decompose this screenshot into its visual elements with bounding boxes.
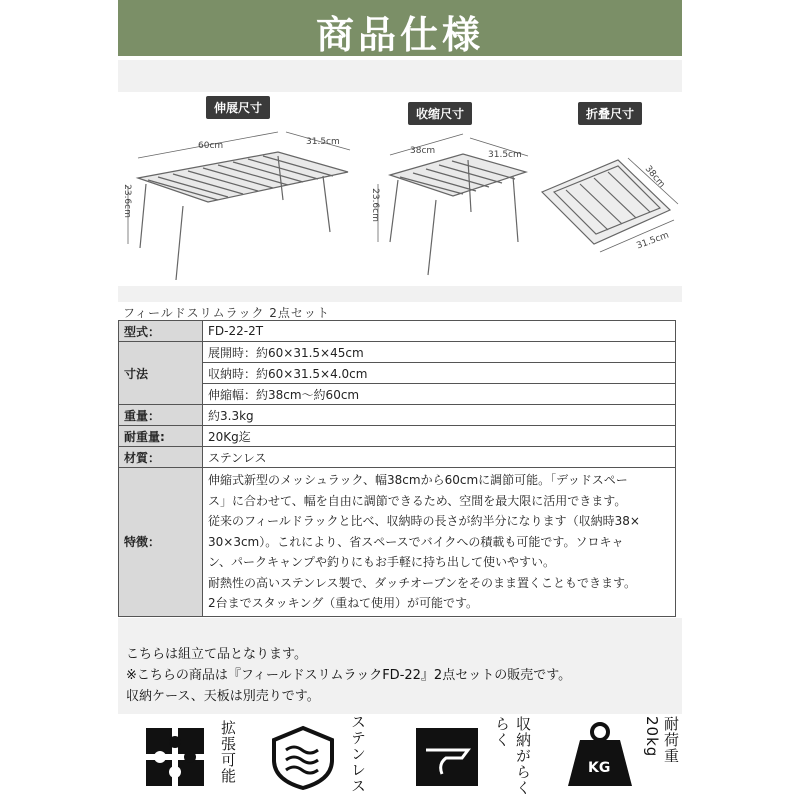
weight-badge: KG (588, 760, 611, 776)
spec-value: ステンレス (203, 447, 676, 468)
spec-value: 収納時：約60×31.5×4.0cm (203, 363, 676, 384)
note-line: こちらは組立て品となります。 (126, 647, 307, 662)
feature-line: 伸縮式新型のメッシュラック、幅38cmから60cmに調節可能。「デッドスペー (208, 473, 628, 487)
spec-key: 耐重量: (119, 426, 203, 447)
feature-label-load-capacity: 耐荷重20kg (643, 716, 680, 764)
table-row (119, 468, 676, 617)
table-row (119, 363, 676, 384)
steel-icon (268, 724, 338, 790)
spec-key: 重量： (119, 405, 203, 426)
fold-icon (412, 724, 482, 790)
spec-key: 型式： (119, 321, 203, 342)
puzzle-icon (142, 724, 208, 790)
weight-icon (564, 720, 636, 790)
collapsed-size-label: 收缩尺寸 (408, 102, 472, 125)
folded-size-label: 折叠尺寸 (578, 102, 642, 125)
expanded-depth-dim: 31.5cm (306, 137, 340, 147)
spec-value: 20Kg迄 (203, 426, 676, 447)
diagram-header-band (118, 60, 682, 92)
feature-label-stainless: ステンレス (349, 714, 367, 794)
table-row (119, 342, 676, 363)
feature-line: 耐熱性の高いステンレス製で、ダッチオーブンをそのまま置くこともできます。 (208, 575, 636, 590)
feature-line: ス」に合わせて、幅を自由に調節できるため、空間を最大限に活用できます。 (208, 493, 627, 508)
table-row (119, 447, 676, 468)
feature-icons (118, 714, 682, 800)
feature-line: 従来のフィールドラックと比べ、収納時の長さが約半分になります（収納時38× (208, 514, 640, 528)
feature-description (203, 468, 676, 617)
spec-value: 伸縮幅：約38cm〜約60cm (203, 384, 676, 405)
spec-table (118, 320, 676, 617)
page-title: 商品仕様 (315, 13, 484, 57)
spec-key: 特徴： (119, 468, 203, 617)
spec-key: 材質： (119, 447, 203, 468)
table-row (119, 321, 676, 342)
feature-label-expandable: 拡張可能 (219, 720, 237, 784)
feature-label-easy-storage: 収納がらくらく (493, 716, 532, 796)
spec-value: FD-22-2T (203, 321, 676, 342)
expanded-rack-drawing (128, 132, 350, 280)
title-banner (118, 0, 682, 56)
spec-value: 約3.3kg (203, 405, 676, 426)
expanded-height-dim: 23.6cm (121, 184, 132, 218)
folded-length-dim: 38cm (642, 164, 667, 190)
table-row (119, 384, 676, 405)
feature-line: 30×3cm）。これにより、省スペースでバイクへの積載も可能です。ソロキャ (208, 534, 624, 549)
notes (126, 644, 571, 707)
spec-value: 展開時：約60×31.5×45cm (203, 342, 676, 363)
note-line: ※こちらの商品は『フィールドスリムラックFD-22』2点セットの販売です。 (126, 668, 572, 683)
note-line: 収納ケース、天板は別売りです。 (126, 689, 320, 704)
expanded-length-dim: 60cm (198, 141, 224, 151)
collapsed-height-dim: 23.6cm (369, 188, 380, 222)
product-subtitle: フィールドスリムラック 2点セット (123, 306, 330, 320)
folded-depth-dim: 31.5cm (635, 230, 671, 252)
feature-line: ン、パークキャンプや釣りにもお手軽に持ち出して使いやすい。 (208, 555, 556, 569)
table-row (119, 405, 676, 426)
collapsed-depth-dim: 31.5cm (488, 150, 522, 160)
table-row (119, 426, 676, 447)
expanded-size-label: 伸展尺寸 (206, 96, 270, 119)
feature-line: 2台までスタッキング（重ねて使用）が可能です。 (208, 596, 479, 610)
collapsed-length-dim: 38cm (410, 146, 436, 156)
spec-key: 寸法 (119, 342, 203, 405)
